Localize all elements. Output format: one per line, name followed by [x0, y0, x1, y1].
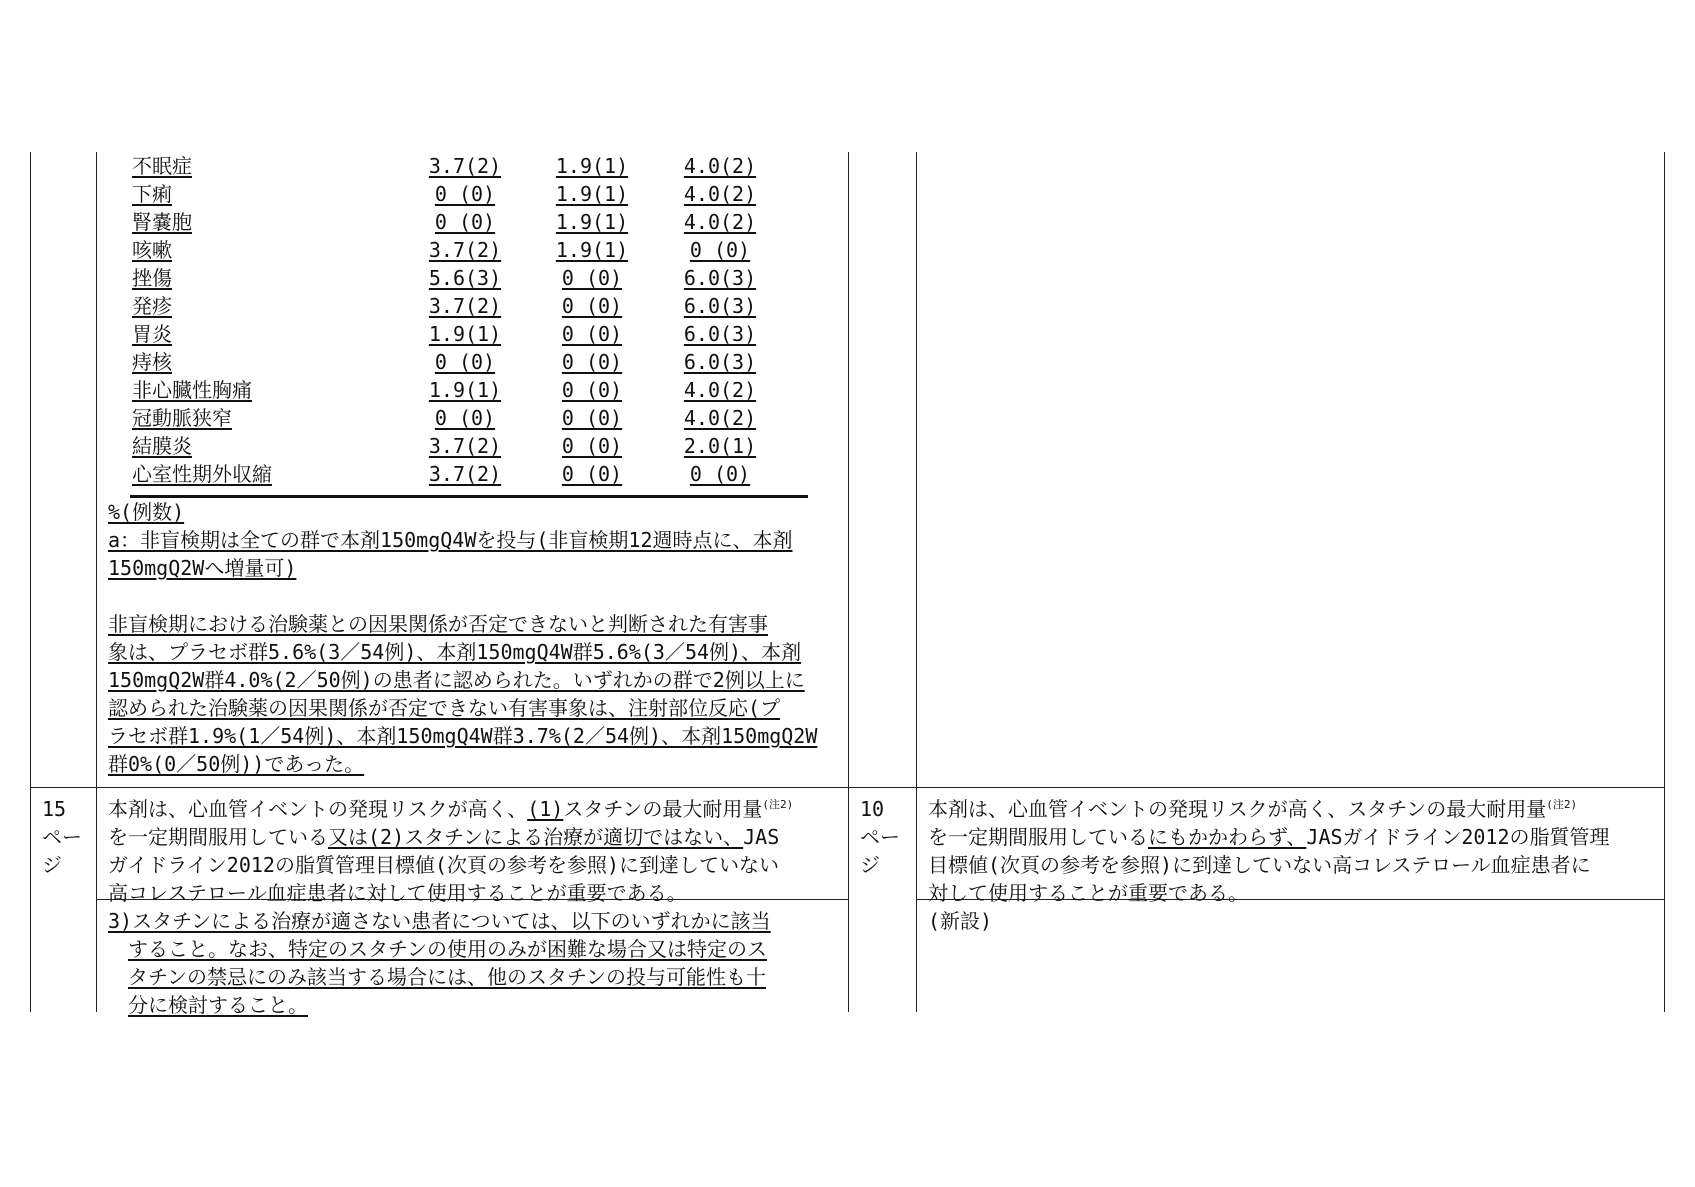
footnote-ref: (注2): [1546, 798, 1578, 811]
value-q4w: 0 (0): [561, 322, 623, 346]
adverse-event-term: 腎嚢胞: [132, 210, 192, 234]
adverse-event-term: 冠動脈狭窄: [132, 406, 232, 430]
text-line: 対して使用することが重要である。: [928, 881, 1248, 905]
text-line: (新設): [928, 909, 993, 933]
adverse-event-term: 下痢: [132, 182, 172, 206]
value-q2w: 6.0(3): [683, 266, 757, 290]
value-q2w: 4.0(2): [683, 154, 757, 178]
value-placebo: 3.7(2): [428, 462, 502, 486]
text-line: 3)スタチンによる治療が適さない患者については、以下のいずれかに該当: [108, 909, 771, 933]
value-q4w: 0 (0): [561, 462, 623, 486]
adverse-event-term: 痔核: [132, 350, 172, 374]
paragraph-line: 群0%(0／50例))であった。: [108, 752, 365, 776]
text-line: 本剤は、心血管イベントの発現リスクが高く、(1)スタチンの最大耐用量$^{(注2)}$: [108, 797, 794, 821]
adverse-event-term: 発疹: [132, 294, 172, 318]
value-q4w: 0 (0): [561, 434, 623, 458]
value-placebo: 3.7(2): [428, 434, 502, 458]
text-line: タチンの禁忌にのみ該当する場合には、他のスタチンの投与可能性も十: [128, 965, 766, 989]
value-q2w: 6.0(3): [683, 322, 757, 346]
value-q4w: 1.9(1): [555, 210, 629, 234]
text-line: ガイドライン2012の脂質管理目標値(次頁の参考を参照)に到達していない: [108, 853, 780, 877]
value-placebo: 0 (0): [434, 210, 496, 234]
text-line: 高コレステロール血症患者に対して使用することが重要である。: [108, 881, 687, 905]
text-line: 目標値(次頁の参考を参照)に到達していない高コレステロール血症患者に: [928, 853, 1591, 877]
adverse-event-term: 結膜炎: [132, 434, 192, 458]
adverse-event-term: 胃炎: [132, 322, 172, 346]
paragraph-line: 象は、プラセボ群5.6%(3／54例)、本剤150mgQ4W群5.6%(3／54例)、本剤: [108, 640, 802, 664]
value-q4w: 1.9(1): [555, 238, 629, 262]
right-new-note: [928, 907, 992, 935]
value-placebo: 1.9(1): [428, 322, 502, 346]
value-placebo: 0 (0): [434, 350, 496, 374]
value-q4w: 0 (0): [561, 406, 623, 430]
footnote-ref: (注2): [762, 798, 794, 811]
footnote-a-line: a：非盲検期は全ての群で本剤150mgQ4Wを投与(非盲検期12週時点に、本剤: [108, 528, 793, 552]
value-q2w: 0 (0): [689, 462, 751, 486]
value-q2w: 4.0(2): [683, 210, 757, 234]
value-q4w: 1.9(1): [555, 154, 629, 178]
text-line: 本剤は、心血管イベントの発現リスクが高く、スタチンの最大耐用量$^{(注2)}$: [928, 797, 1578, 821]
border-col3: [916, 152, 917, 1012]
value-placebo: 0 (0): [434, 182, 496, 206]
left-revised-text: [108, 795, 793, 907]
value-q2w: 2.0(1): [683, 434, 757, 458]
adverse-event-term: 咳嗽: [132, 238, 172, 262]
value-placebo: 3.7(2): [428, 294, 502, 318]
paragraph-line: 非盲検期における治験薬との因果関係が否定できないと判断された有害事: [108, 612, 768, 636]
value-placebo: 5.6(3): [428, 266, 502, 290]
paragraph-line: 150mgQ2W群4.0%(2／50例)の患者に認められた。いずれかの群で2例以上に: [108, 668, 805, 692]
value-placebo: 3.7(2): [428, 238, 502, 262]
value-q2w: 4.0(2): [683, 182, 757, 206]
value-q2w: 4.0(2): [683, 378, 757, 402]
text-line: 分に検討すること。: [128, 993, 308, 1017]
adverse-event-term: 挫傷: [132, 266, 172, 290]
border-left: [30, 152, 31, 1012]
adverse-event-term: 心室性期外収縮: [132, 462, 272, 486]
value-q2w: 0 (0): [689, 238, 751, 262]
value-q4w: 0 (0): [561, 350, 623, 374]
blank-line: [108, 582, 817, 610]
text-line: を一定期間服用しているにもかかわらず、JASガイドライン2012の脂質管理: [928, 825, 1610, 849]
table-notes: [108, 498, 817, 778]
value-q2w: 4.0(2): [683, 406, 757, 430]
footnote-a-line: 150mgQ2Wへ増量可): [108, 556, 297, 580]
value-q2w: 6.0(3): [683, 294, 757, 318]
paragraph-line: 認められた治験薬の因果関係が否定できない有害事象は、注射部位反応(プ: [108, 696, 781, 720]
value-placebo: 0 (0): [434, 406, 496, 430]
value-q2w: 6.0(3): [683, 350, 757, 374]
border-col1: [96, 152, 97, 1012]
right-original-text: [928, 795, 1610, 907]
value-q4w: 0 (0): [561, 378, 623, 402]
paragraph-line: ラセボ群1.9%(1／54例)、本剤150mgQ4W群3.7%(2／54例)、本剤150mgQ2W: [108, 724, 818, 748]
row-divider-1: [30, 787, 1665, 788]
value-placebo: 3.7(2): [428, 154, 502, 178]
value-placebo: 1.9(1): [428, 378, 502, 402]
right-page-number: 10 ペー ジ: [860, 797, 900, 877]
comparison-table: [30, 152, 1665, 1017]
border-col2: [848, 152, 849, 1012]
value-q4w: 0 (0): [561, 294, 623, 318]
unit-note: %(例数): [108, 500, 185, 524]
left-new-text: [108, 907, 771, 1019]
value-q4w: 0 (0): [561, 266, 623, 290]
text-line: を一定期間服用している又は(2)スタチンによる治療が適切ではない、JAS: [108, 825, 780, 849]
left-page-number: 15 ペー ジ: [42, 797, 82, 877]
value-q4w: 1.9(1): [555, 182, 629, 206]
adverse-event-term: 不眠症: [132, 154, 192, 178]
text-line: すること。なお、特定のスタチンの使用のみが困難な場合又は特定のス: [128, 937, 767, 961]
border-right: [1664, 152, 1665, 1012]
adverse-event-term: 非心臓性胸痛: [132, 378, 252, 402]
